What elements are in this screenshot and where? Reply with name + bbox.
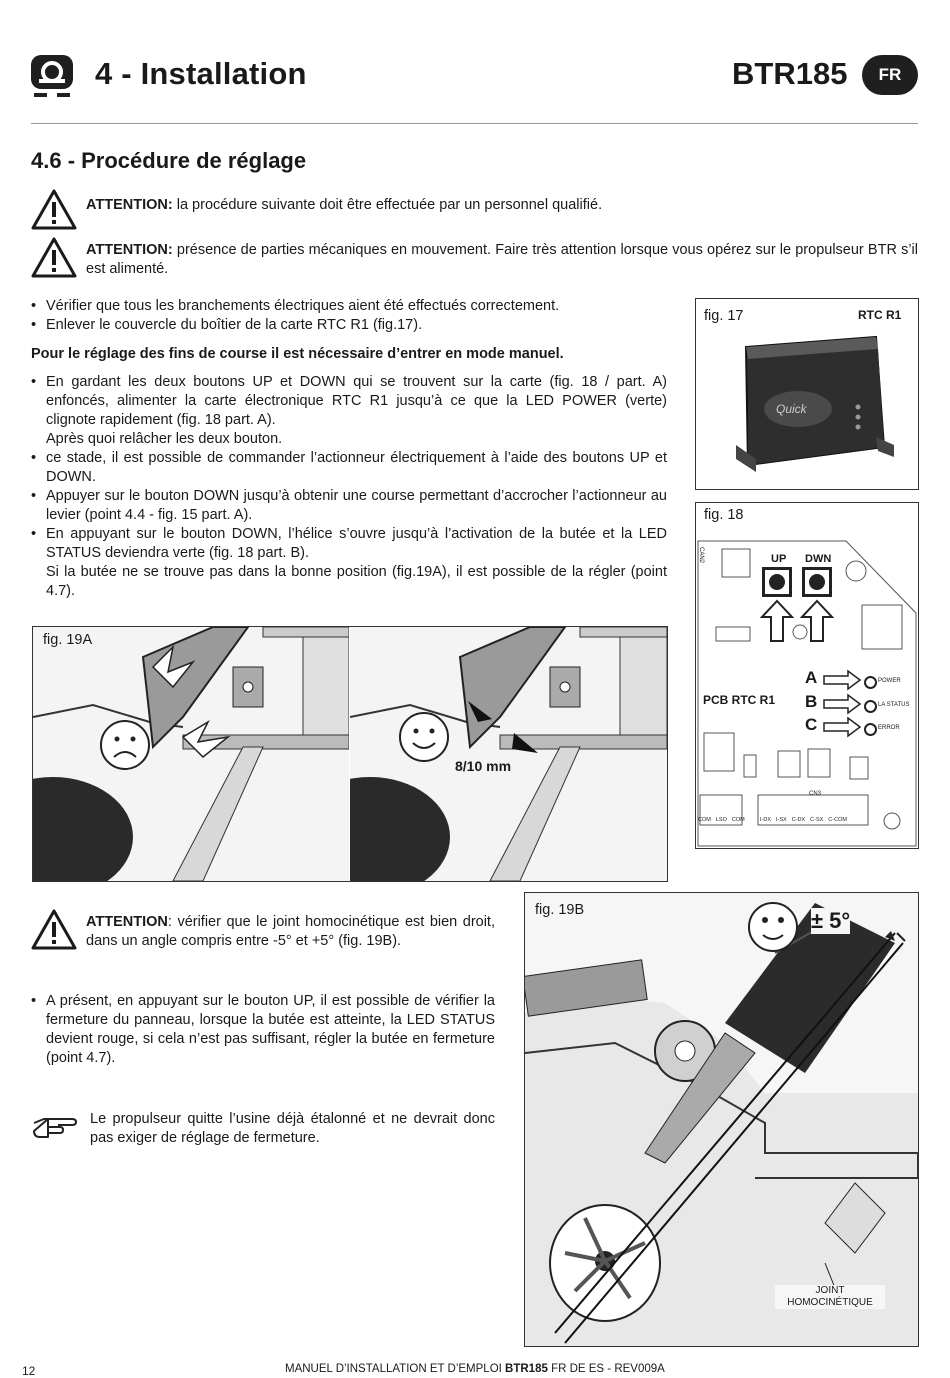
led-letter-c: C — [805, 715, 818, 734]
figure-label: fig. 18 — [704, 507, 744, 523]
led-name-error: ERROR — [878, 725, 900, 731]
terminals-left: COM LSO COM — [698, 817, 745, 823]
manual-mode-heading: Pour le réglage des fins de course il est nécessaire d’entrer en mode manuel. — [31, 346, 564, 362]
note-text: Le propulseur quitte l’usine déjà étalonné et ne devrait donc pas exiger de réglage de fermeture. — [90, 1111, 495, 1146]
down-label: DWN — [805, 553, 832, 565]
model-name: BTR185 — [732, 56, 848, 91]
list-item: • Vérifier que tous les branchements électriques aient été effectués correctement. — [31, 297, 671, 316]
led-status-icon — [864, 700, 877, 713]
footer-text: MANUEL D’INSTALLATION ET D’EMPLOI BTR185 FR DE ES - REV009A — [285, 1363, 665, 1375]
fig19a-right-panel — [350, 627, 667, 881]
steps-list — [31, 373, 667, 601]
quick-logo-icon — [31, 55, 73, 99]
up-label: UP — [771, 553, 787, 565]
figure-title: RTC R1 — [858, 308, 902, 322]
can-label: CAN2 — [698, 547, 704, 564]
page-number: 12 — [22, 1364, 36, 1378]
led-letter-a: A — [805, 668, 818, 687]
led-letter-b: B — [805, 692, 818, 711]
figure-label: fig. 19B — [535, 902, 585, 918]
connector-label: CN3 — [809, 791, 822, 797]
control-box-illustration — [726, 327, 896, 477]
list-item: • A présent, en appuyant sur le bouton UP, il est possible de vérifier la fermeture du panneau, lorsque la butée est atteinte, la LED STATUS devient rouge, si cela n’est pas suffisant, régler la butée en fermeture (point 4.7). — [31, 992, 495, 1068]
fig19b-illustration — [525, 893, 918, 1346]
warning-text-3: ATTENTION: vérifier que le joint homocinétique est bien droit, dans un angle compris entre -5° et +5° (fig. 19B). — [86, 914, 495, 949]
list-item: • En appuyant sur le bouton DOWN, l’hélice s’ouvre jusqu’à l’activation de la butée et la LED STATUS deviendra verte (fig. 18 part. B). Si la butée ne se trouve pas dans la bonne position (fig.19A), il est possible de la régler (point 4.7). — [31, 525, 667, 601]
pointing-hand-icon — [32, 1115, 78, 1146]
fig19a-left-panel — [33, 627, 349, 881]
figure-label: fig. 17 — [704, 308, 744, 324]
figure-19a — [32, 626, 668, 882]
bullet-list-top — [31, 297, 671, 335]
terminals-right: I-DX I-SX C-DX C-SX C-COM — [760, 817, 847, 823]
list-item: • En gardant les deux boutons UP et DOWN qui se trouvent sur la carte (fig. 18 / part. A) enfoncés, alimenter la carte électronique RTC R1 jusqu’à ce que la LED POWER (verte) clignote rapidement (fig. 18 part. A). Après quoi relâcher les deux bouton. — [31, 373, 667, 449]
section-title: 4.6 - Procédure de réglage — [31, 148, 307, 173]
warning-icon — [31, 236, 77, 283]
language-badge: FR — [862, 55, 918, 95]
up-button — [762, 567, 792, 597]
angle-label: ± 5° — [811, 908, 851, 933]
warning-text-2: ATTENTION: présence de parties mécaniques en mouvement. Faire très attention lorsque vous opérez sur le propulseur BTR s’il est alimenté. — [86, 242, 918, 277]
bullet-list-after — [31, 992, 495, 1068]
figure-18 — [695, 502, 919, 849]
warning-icon — [31, 188, 77, 235]
warning-text-1: ATTENTION: la procédure suivante doit être effectuée par un personnel qualifié. — [86, 197, 603, 213]
led-error-icon — [864, 723, 877, 736]
svg-text:Quick: Quick — [776, 402, 807, 416]
list-item: • Appuyer sur le bouton DOWN jusqu’à obtenir une course permettant d’accrocher l’actionneur au levier (point 4.4 - fig. 15 part. A). — [31, 487, 667, 525]
up-arrow-icon — [800, 599, 834, 643]
led-name-status: LA STATUS — [878, 702, 910, 708]
led-power-icon — [864, 676, 877, 689]
led-arrows — [822, 669, 864, 739]
figure-19b — [524, 892, 919, 1347]
down-button — [802, 567, 832, 597]
warning-icon — [31, 908, 77, 955]
pcb-label: PCB RTC R1 — [703, 693, 776, 707]
page-title: 4 - Installation — [95, 56, 307, 91]
joint-label: JOINT HOMOCINÉTIQUE — [775, 1285, 885, 1309]
measure-label: 8/10 mm — [455, 758, 512, 774]
figure-17 — [695, 298, 919, 490]
list-item: • ce stade, il est possible de commander l’actionneur électriquement à l’aide des boutons UP et DOWN. — [31, 449, 667, 487]
up-arrow-icon — [760, 599, 794, 643]
figure-label: fig. 19A — [43, 632, 93, 648]
header-divider — [31, 123, 918, 124]
led-name-power: POWER — [878, 678, 901, 684]
list-item: • Enlever le couvercle du boîtier de la carte RTC R1 (fig.17). — [31, 316, 671, 335]
